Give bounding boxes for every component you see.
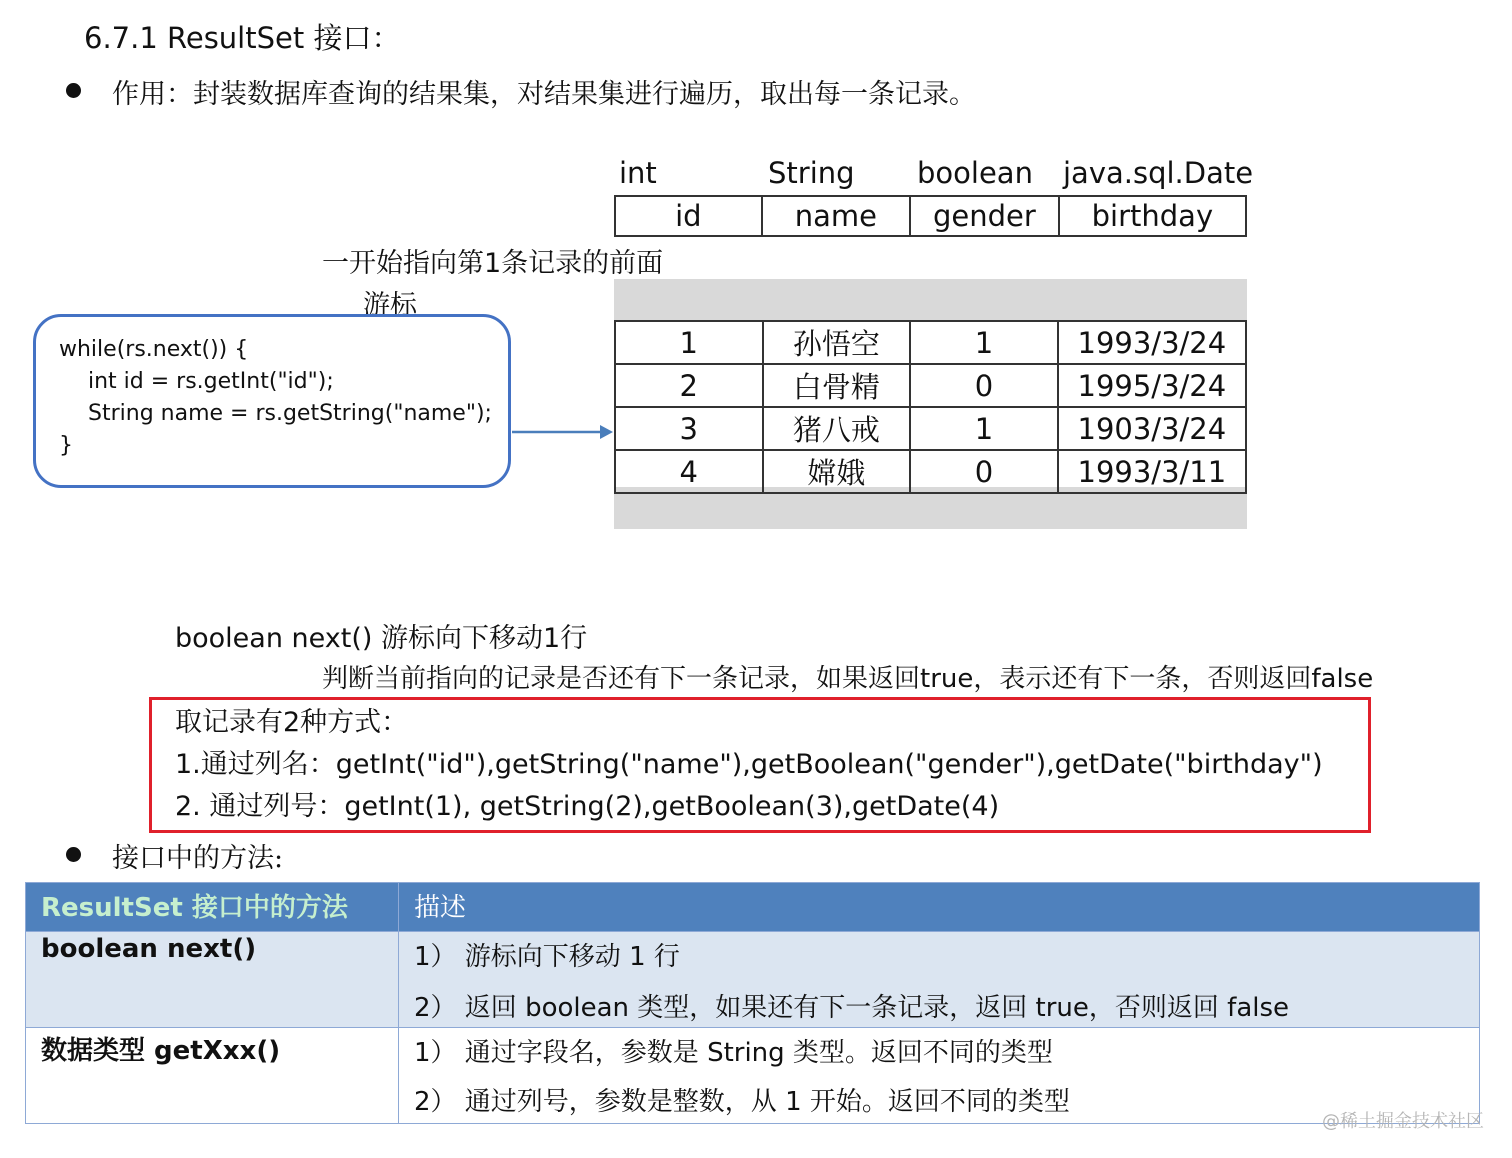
ways-title: 取记录有2种方式： — [175, 707, 409, 738]
code-line: int id = rs.getInt("id"); — [88, 369, 334, 394]
table-row — [615, 450, 1246, 493]
cell-id: 1 — [615, 321, 763, 364]
cell-id: 4 — [615, 450, 763, 493]
col-name: name — [762, 196, 910, 236]
table-row — [615, 407, 1246, 450]
result-data-table — [614, 320, 1247, 494]
method-name: 数据类型 getXxx() — [41, 1036, 281, 1066]
cell-id: 3 — [615, 407, 763, 450]
methods-table — [25, 882, 1480, 1124]
next-method-desc: 判断当前指向的记录是否还有下一条记录，如果返回true，表示还有下一条，否则返回false — [322, 664, 1374, 694]
watermark: @稀土掘金技术社区 — [1322, 1111, 1484, 1132]
method-cell — [26, 1028, 399, 1124]
desc-line: 1） 游标向下移动 1 行 — [414, 942, 680, 972]
header-desc — [399, 883, 1480, 932]
header-method — [26, 883, 399, 932]
type-date: java.sql.Date — [1063, 156, 1254, 190]
col-birthday: birthday — [1059, 196, 1246, 236]
before-first-area — [614, 279, 1247, 321]
table-row — [615, 364, 1246, 407]
cell-id: 2 — [615, 364, 763, 407]
way-by-index: 2. 通过列号：getInt(1), getString(2),getBoolean(3),getDate(4) — [175, 791, 1000, 822]
cursor-label: 游标 — [363, 290, 417, 321]
header-method-label: ResultSet 接口中的方法 — [41, 893, 348, 923]
desc-cell — [399, 1028, 1480, 1124]
bullet-icon — [66, 847, 81, 862]
table-row — [26, 932, 1480, 1028]
col-id: id — [615, 196, 762, 236]
way-by-name: 1.通过列名：getInt("id"),getString("name"),getBoolean("gender"),getDate("birthday") — [175, 749, 1323, 780]
cell-gender: 0 — [910, 450, 1058, 493]
cell-name: 白骨精 — [763, 364, 911, 407]
desc-cell — [399, 932, 1480, 1028]
arrow-icon — [510, 420, 615, 444]
cell-gender: 0 — [910, 364, 1058, 407]
bullet-purpose-text: 作用：封装数据库查询的结果集，对结果集进行遍历，取出每一条记录。 — [112, 79, 976, 110]
column-header-table — [614, 195, 1247, 237]
section-heading: 6.7.1 ResultSet 接口： — [84, 21, 401, 55]
type-int: int — [619, 156, 657, 190]
bullet-methods-text: 接口中的方法: — [112, 843, 284, 874]
type-boolean: boolean — [917, 156, 1033, 190]
cell-name: 孙悟空 — [763, 321, 911, 364]
code-line: while(rs.next()) { — [59, 337, 249, 362]
type-string: String — [768, 156, 855, 190]
cell-birthday: 1903/3/24 — [1058, 407, 1246, 450]
desc-line: 2） 返回 boolean 类型，如果还有下一条记录，返回 true，否则返回 false — [414, 993, 1290, 1023]
cell-name: 猪八戒 — [763, 407, 911, 450]
cell-birthday: 1993/3/11 — [1058, 450, 1246, 493]
table-row — [615, 321, 1246, 364]
bullet-icon — [66, 83, 81, 98]
cell-gender: 1 — [910, 407, 1058, 450]
cursor-note: 一开始指向第1条记录的前面 — [322, 248, 664, 279]
code-line: } — [59, 433, 73, 458]
desc-line: 2） 通过列号，参数是整数，从 1 开始。返回不同的类型 — [414, 1087, 1070, 1117]
cell-name: 嫦娥 — [763, 450, 911, 493]
method-cell — [26, 932, 399, 1028]
table-row — [26, 1028, 1480, 1124]
code-line: String name = rs.getString("name"); — [88, 401, 492, 426]
code-box — [33, 314, 511, 488]
header-desc-label: 描述 — [414, 893, 467, 923]
next-method-line: boolean next() 游标向下移动1行 — [175, 623, 588, 654]
desc-line: 1） 通过字段名，参数是 String 类型。返回不同的类型 — [414, 1038, 1053, 1068]
method-name: boolean next() — [41, 934, 257, 964]
col-gender: gender — [910, 196, 1059, 236]
cell-birthday: 1993/3/24 — [1058, 321, 1246, 364]
cell-birthday: 1995/3/24 — [1058, 364, 1246, 407]
cell-gender: 1 — [910, 321, 1058, 364]
